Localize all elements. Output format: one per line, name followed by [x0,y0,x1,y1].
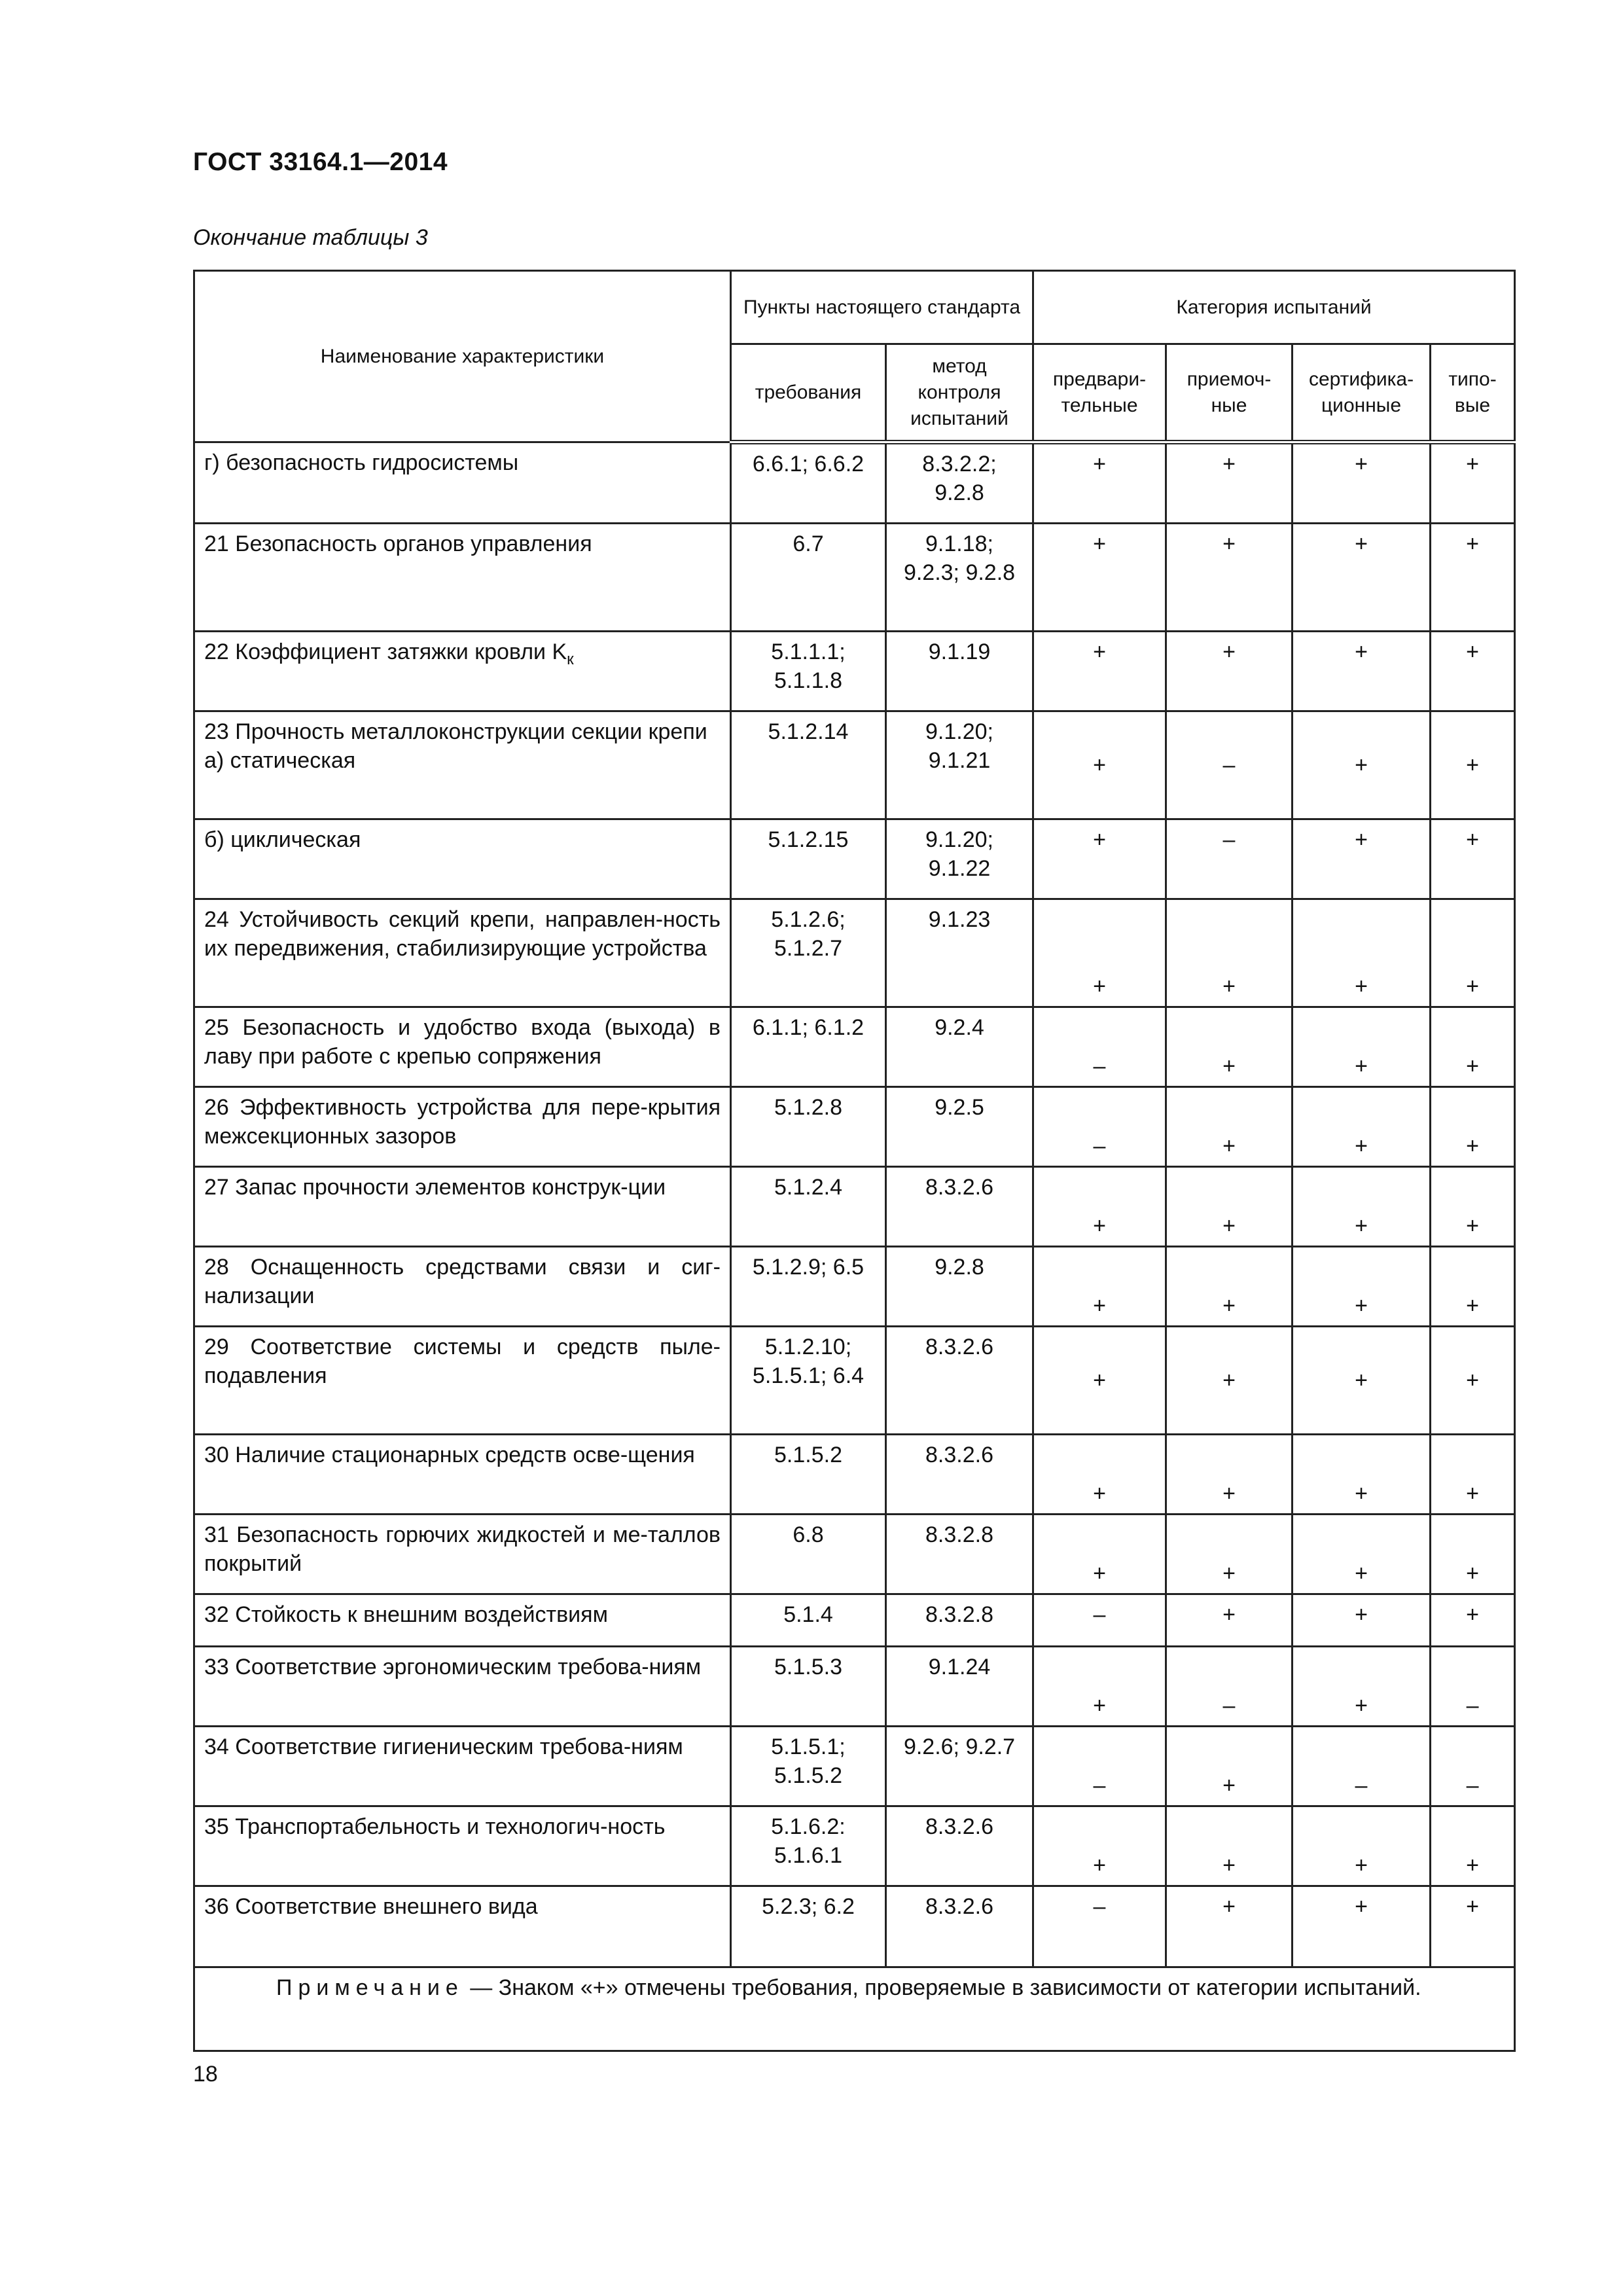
table-row [194,899,1515,1007]
header-requirements: требования [731,344,886,442]
row-method: 9.2.6; 9.2.7 [886,1727,1033,1806]
table-row [194,1727,1515,1806]
table-row [194,1647,1515,1727]
row-method: 8.3.2.6 [886,1327,1033,1435]
mark-certification: + [1293,1327,1431,1435]
row-method: 9.1.23 [886,899,1033,1007]
mark-type: + [1431,632,1515,711]
table-row [194,524,1515,632]
mark-type: + [1431,1886,1515,1967]
table-caption: Окончание таблицы 3 [193,225,428,250]
mark-type: – [1431,1647,1515,1727]
table-row [194,1247,1515,1327]
row-method: 8.3.2.6 [886,1806,1033,1886]
mark-preliminary: + [1033,711,1166,819]
mark-acceptance: + [1166,1167,1293,1247]
row-name: 31 Безопасность горючих жидкостей и ме-таллов покрытий [194,1515,731,1594]
mark-type: + [1431,711,1515,819]
row-name: 24 Устойчивость секций крепи, направлен-ность их передвижения, стабилизирующие устройства [194,899,731,1007]
row-requirements: 5.1.1.1; 5.1.1.8 [731,632,886,711]
mark-acceptance: – [1166,819,1293,899]
mark-acceptance: + [1166,1886,1293,1967]
header-test-categories: Категория испытаний [1033,271,1515,344]
row-requirements: 6.1.1; 6.1.2 [731,1007,886,1087]
header-cat-preliminary: предвари-тельные [1033,344,1166,442]
row-requirements: 5.1.2.4 [731,1167,886,1247]
mark-certification: + [1293,1087,1431,1167]
mark-preliminary: + [1033,524,1166,632]
document-title: ГОСТ 33164.1—2014 [193,148,448,176]
table-row [194,1886,1515,1967]
mark-acceptance: + [1166,1087,1293,1167]
row-method: 8.3.2.8 [886,1515,1033,1594]
row-name: 35 Транспортабельность и технологич-ность [194,1806,731,1886]
row-method: 9.2.4 [886,1007,1033,1087]
mark-preliminary: + [1033,1647,1166,1727]
mark-certification: + [1293,1515,1431,1594]
row-requirements: 5.1.4 [731,1594,886,1647]
mark-preliminary: + [1033,632,1166,711]
table-row [194,1806,1515,1886]
row-name [194,711,731,819]
mark-preliminary: + [1033,899,1166,1007]
table-row [194,1435,1515,1515]
mark-acceptance: + [1166,524,1293,632]
row-requirements: 5.1.2.8 [731,1087,886,1167]
mark-type: – [1431,1727,1515,1806]
mark-type: + [1431,1594,1515,1647]
mark-acceptance: + [1166,1435,1293,1515]
mark-acceptance: + [1166,1007,1293,1087]
header-standard-clauses: Пункты настоящего стандарта [731,271,1033,344]
mark-type: + [1431,1167,1515,1247]
row-name: 26 Эффективность устройства для пере-крытия межсекционных зазоров [194,1087,731,1167]
mark-acceptance: + [1166,1327,1293,1435]
mark-type: + [1431,1247,1515,1327]
mark-preliminary: – [1033,1727,1166,1806]
mark-certification: + [1293,442,1431,524]
mark-type: + [1431,524,1515,632]
mark-acceptance: – [1166,1647,1293,1727]
mark-certification: + [1293,1007,1431,1087]
row-requirements: 5.1.2.9; 6.5 [731,1247,886,1327]
mark-certification: – [1293,1727,1431,1806]
table-row [194,1594,1515,1647]
row-name: 21 Безопасность органов управления [194,524,731,632]
row-requirements: 5.1.5.2 [731,1435,886,1515]
table-row [194,1515,1515,1594]
mark-certification: + [1293,1806,1431,1886]
mark-certification: + [1293,632,1431,711]
row-requirements: 5.1.2.15 [731,819,886,899]
row-method: 8.3.2.2; 9.2.8 [886,442,1033,524]
row-requirements: 5.2.3; 6.2 [731,1886,886,1967]
table-row [194,442,1515,524]
row-requirements: 5.1.6.2: 5.1.6.1 [731,1806,886,1886]
row-method: 8.3.2.8 [886,1594,1033,1647]
row-method: 8.3.2.6 [886,1886,1033,1967]
mark-type: + [1431,899,1515,1007]
table-note-row [194,1967,1515,2051]
row-name: 29 Соответствие системы и средств пыле-подавления [194,1327,731,1435]
mark-certification: + [1293,1886,1431,1967]
mark-acceptance: + [1166,1594,1293,1647]
mark-preliminary: + [1033,1806,1166,1886]
row-method: 9.2.8 [886,1247,1033,1327]
mark-certification: + [1293,1167,1431,1247]
mark-acceptance: + [1166,632,1293,711]
mark-type: + [1431,1435,1515,1515]
mark-certification: + [1293,1594,1431,1647]
page-number: 18 [193,2062,218,2087]
mark-type: + [1431,1806,1515,1886]
characteristics-table [193,270,1516,2052]
row-name: г) безопасность гидросистемы [194,442,731,524]
header-cat-acceptance: приемоч-ные [1166,344,1293,442]
row-name: б) циклическая [194,819,731,899]
header-test-method: метод контроля испытаний [886,344,1033,442]
mark-type: + [1431,442,1515,524]
mark-type: + [1431,1515,1515,1594]
row-requirements: 6.6.1; 6.6.2 [731,442,886,524]
row-method: 9.1.24 [886,1647,1033,1727]
row-name: 25 Безопасность и удобство входа (выхода) в лаву при работе с крепью сопряжения [194,1007,731,1087]
mark-certification: + [1293,899,1431,1007]
note-text: — Знаком «+» отмечены требования, проверяемые в зависимости от категории испытаний. [463,1975,1421,2000]
row-requirements: 5.1.2.6; 5.1.2.7 [731,899,886,1007]
row-name: 36 Соответствие внешнего вида [194,1886,731,1967]
table-row [194,711,1515,819]
note-label: Примечание [276,1975,464,2000]
mark-certification: + [1293,1247,1431,1327]
row-method: 9.1.19 [886,632,1033,711]
mark-preliminary: + [1033,1515,1166,1594]
mark-preliminary: + [1033,819,1166,899]
row-method: 9.1.20; 9.1.22 [886,819,1033,899]
row-method: 8.3.2.6 [886,1167,1033,1247]
mark-acceptance: + [1166,899,1293,1007]
mark-certification: + [1293,1647,1431,1727]
mark-acceptance: + [1166,1727,1293,1806]
row-requirements: 6.7 [731,524,886,632]
row-name: 30 Наличие стационарных средств осве-щения [194,1435,731,1515]
mark-preliminary: – [1033,1886,1166,1967]
mark-type: + [1431,1087,1515,1167]
row-requirements: 5.1.2.10; 5.1.5.1; 6.4 [731,1327,886,1435]
mark-acceptance: + [1166,1247,1293,1327]
header-cat-certification: сертифика-ционные [1293,344,1431,442]
row-method: 9.1.20; 9.1.21 [886,711,1033,819]
mark-certification: + [1293,819,1431,899]
row-method: 9.2.5 [886,1087,1033,1167]
row-name: 28 Оснащенность средствами связи и сиг-нализации [194,1247,731,1327]
row-name: 33 Соответствие эргономическим требова-ниям [194,1647,731,1727]
mark-acceptance: + [1166,1515,1293,1594]
row-name-text: 23 Прочность металлоконструкции секции крепи [204,719,707,744]
row-requirements: 6.8 [731,1515,886,1594]
row-name-subitem: а) статическая [204,748,356,773]
mark-preliminary: + [1033,442,1166,524]
mark-acceptance: + [1166,442,1293,524]
table-row [194,819,1515,899]
row-name-text: 22 Коэффициент затяжки кровли K [204,639,567,664]
header-characteristic-name: Наименование характеристики [194,271,731,442]
row-requirements: 5.1.2.14 [731,711,886,819]
mark-acceptance: + [1166,1806,1293,1886]
mark-preliminary: – [1033,1087,1166,1167]
table-row [194,1087,1515,1167]
mark-certification: + [1293,711,1431,819]
row-name: 34 Соответствие гигиеническим требова-ниям [194,1727,731,1806]
mark-preliminary: – [1033,1007,1166,1087]
header-cat-type: типо-вые [1431,344,1515,442]
mark-preliminary: – [1033,1594,1166,1647]
mark-type: + [1431,819,1515,899]
mark-preliminary: + [1033,1327,1166,1435]
mark-preliminary: + [1033,1247,1166,1327]
mark-certification: + [1293,1435,1431,1515]
table-row [194,1167,1515,1247]
row-name [194,632,731,711]
mark-type: + [1431,1327,1515,1435]
mark-type: + [1431,1007,1515,1087]
table-row [194,1007,1515,1087]
row-name: 32 Стойкость к внешним воздействиям [194,1594,731,1647]
row-method: 9.1.18; 9.2.3; 9.2.8 [886,524,1033,632]
table-row [194,1327,1515,1435]
mark-acceptance: – [1166,711,1293,819]
row-requirements: 5.1.5.3 [731,1647,886,1727]
row-name: 27 Запас прочности элементов конструк-ции [194,1167,731,1247]
mark-preliminary: + [1033,1167,1166,1247]
table-row [194,632,1515,711]
mark-preliminary: + [1033,1435,1166,1515]
mark-certification: + [1293,524,1431,632]
row-name-subscript: к [567,651,574,668]
row-method: 8.3.2.6 [886,1435,1033,1515]
table-note [194,1967,1515,2051]
row-requirements: 5.1.5.1; 5.1.5.2 [731,1727,886,1806]
